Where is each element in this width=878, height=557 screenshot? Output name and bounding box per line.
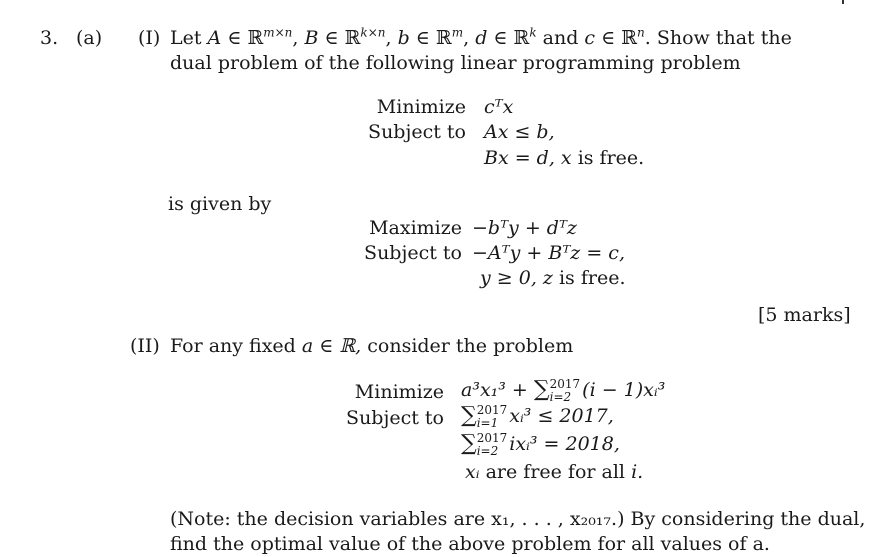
- dual-constraint-2: [480, 266, 625, 291]
- intro-text: For any fixed: [170, 335, 296, 357]
- question-part: (a): [76, 27, 103, 49]
- p2-minimize-label: Minimize: [354, 381, 444, 403]
- question-number: 3.: [40, 27, 59, 49]
- c3-i: i.: [631, 461, 644, 483]
- primal-objective: cᵀx: [484, 96, 514, 118]
- sum-limits: 2017 i=1: [476, 403, 508, 430]
- dual-c2-text: is free.: [558, 267, 626, 289]
- intro-rest: consider the problem: [367, 335, 574, 357]
- intro-math: a ∈ ℝ,: [301, 335, 362, 357]
- subpart-2-label: (II): [130, 335, 160, 357]
- intro-show: Show that the: [656, 27, 792, 49]
- p2-constraint-2: [461, 430, 620, 459]
- p2-constraint-1: [461, 402, 614, 431]
- top-edge-mark: [842, 0, 844, 4]
- sum-symbol: ∑: [533, 377, 550, 402]
- obj-rest: (i − 1)xᵢ³: [582, 379, 666, 401]
- c3-text: are free for all: [485, 461, 626, 483]
- c3-math: xᵢ: [465, 461, 480, 483]
- primal-constraint-2: [484, 146, 644, 171]
- marks-label: [5 marks]: [758, 304, 851, 326]
- dual-c2-math: y ≥ 0, z: [480, 267, 553, 289]
- c1-rest: xᵢ³ ≤ 2017,: [509, 405, 614, 427]
- p2-subject-label: Subject to: [346, 407, 444, 429]
- sum-limits: 2017 i=2: [549, 377, 581, 404]
- primal-minimize-label: Minimize: [376, 96, 466, 118]
- dual-maximize-label: Maximize: [369, 217, 462, 239]
- subpart-2-intro: [170, 334, 573, 359]
- intro-let: Let: [170, 27, 202, 49]
- dual-constraint-1: −Aᵀy + Bᵀz = c,: [472, 242, 625, 264]
- given-by-text: is given by: [168, 193, 272, 215]
- primal-c2-math: Bx = d, x: [484, 147, 572, 169]
- subpart-1-intro-line1: Let A ∈ ℝ$^{m\times n}$, B ∈ ℝ$^{k\times n}$, b ∈ ℝ$^m$, d ∈ ℝ$^k$ and c ∈ ℝ$^n$. Show that the: [170, 25, 792, 49]
- obj-a-term: a³x₁³ +: [461, 379, 528, 401]
- sum-limits: 2017 i=2: [476, 431, 508, 458]
- note-line-1: (Note: the decision variables are x₁, . . . , x₂₀₁₇.) By considering the dual,: [170, 508, 866, 530]
- dual-subject-label: Subject to: [364, 242, 462, 264]
- primal-c2-text: is free.: [577, 147, 645, 169]
- dual-objective: −bᵀy + dᵀz: [472, 217, 577, 239]
- sum-symbol: ∑: [461, 403, 477, 428]
- subpart-1-label: (I): [138, 27, 161, 49]
- primal-constraint-1: Ax ≤ b,: [484, 121, 555, 143]
- p2-constraint-3: [465, 460, 643, 485]
- c2-rest: ixᵢ³ = 2018,: [509, 433, 620, 455]
- sum-symbol: ∑: [461, 431, 477, 456]
- note-line-2: find the optimal value of the above problem for all values of a.: [170, 533, 770, 555]
- primal-subject-label: Subject to: [368, 121, 466, 143]
- p2-objective: [461, 376, 665, 405]
- subpart-1-intro-line2: dual problem of the following linear programming problem: [170, 52, 741, 74]
